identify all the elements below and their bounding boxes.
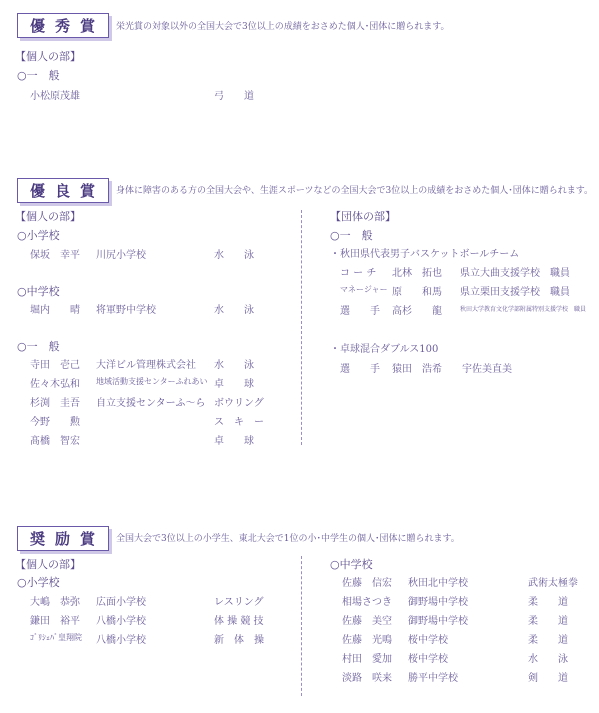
person-sport: 柔 道 bbox=[528, 635, 568, 646]
person-org: 八橋小学校 bbox=[96, 635, 146, 646]
person-name: 相場さつき bbox=[342, 597, 392, 608]
excellence-title: 優秀賞 bbox=[17, 13, 109, 38]
column-divider bbox=[301, 210, 302, 445]
member-role: コ ー チ bbox=[340, 268, 377, 279]
member-name: 高杉 龍 bbox=[392, 306, 442, 317]
excellence-general-header: ○一 般 bbox=[17, 69, 60, 82]
person-sport: 水 泳 bbox=[214, 250, 254, 261]
column-divider bbox=[301, 556, 302, 696]
person-name: 保坂 幸平 bbox=[30, 250, 80, 261]
merit-title: 優良賞 bbox=[17, 178, 109, 203]
person-org: 大洋ビル管理株式会社 bbox=[96, 360, 196, 371]
member-names: 猿田 浩希 宇佐美直美 bbox=[392, 364, 512, 375]
person-sport: 卓 球 bbox=[214, 436, 254, 447]
person-name: 杉渕 圭吾 bbox=[30, 398, 80, 409]
person-sport: 卓 球 bbox=[214, 379, 254, 390]
member-org: 県立栗田支援学校 職員 bbox=[460, 287, 570, 298]
person-org: 自立支援センターふ～ら bbox=[96, 398, 206, 409]
person-sport: 柔 道 bbox=[528, 597, 568, 608]
person-name: 佐藤 信宏 bbox=[342, 578, 392, 589]
person-name: 淡路 咲来 bbox=[342, 673, 392, 684]
person-org: 勝平中学校 bbox=[408, 673, 458, 684]
person-sport: ス キ ー bbox=[214, 417, 264, 428]
person-sport: 水 泳 bbox=[214, 305, 254, 316]
merit-elementary-header: ○小学校 bbox=[17, 229, 60, 242]
person-sport: 柔 道 bbox=[528, 616, 568, 627]
person-org: 桜中学校 bbox=[408, 654, 448, 665]
member-role: 選 手 bbox=[340, 364, 380, 375]
merit-junior-header: ○中学校 bbox=[17, 285, 60, 298]
person-sport: 水 泳 bbox=[528, 654, 568, 665]
excellence-description: 栄光賞の対象以外の全国大会で3位以上の成績をおさめた個人･団体に贈られます。 bbox=[116, 22, 450, 32]
person-name: 髙橋 智宏 bbox=[30, 436, 80, 447]
person-sport: 剣 道 bbox=[528, 673, 568, 684]
person-org: 桜中学校 bbox=[408, 635, 448, 646]
person-org: 御野場中学校 bbox=[408, 597, 468, 608]
merit-description: 身体に障害のある方の全国大会や、生涯スポーツなどの全国大会で3位以上の成績をおさめた個人･団体に贈られます。 bbox=[116, 186, 593, 196]
person-name: 大嶋 恭弥 bbox=[30, 597, 80, 608]
person-org: 広面小学校 bbox=[96, 597, 146, 608]
member-org: 県立大曲支援学校 職員 bbox=[460, 268, 570, 279]
person-name: 今野 勲 bbox=[30, 417, 80, 428]
person-sport: ボウリング bbox=[214, 398, 264, 409]
encouragement-junior-header: ○中学校 bbox=[330, 558, 373, 571]
person-name: 佐藤 美空 bbox=[342, 616, 392, 627]
member-role: マネージャー bbox=[340, 285, 388, 294]
member-name: 原 和馬 bbox=[392, 287, 442, 298]
member-name: 北林 拓也 bbox=[392, 268, 442, 279]
person-sport: 水 泳 bbox=[214, 360, 254, 371]
person-name: 佐藤 光鳴 bbox=[342, 635, 392, 646]
person-name: ｺﾞﾘｼｪﾊﾞ皇翔院 bbox=[30, 633, 82, 642]
excellence-individual-header: 【個人の部】 bbox=[15, 50, 81, 63]
person-org: 八橋小学校 bbox=[96, 616, 146, 627]
person-sport: 武術太極拳 bbox=[528, 578, 578, 589]
person-name: 村田 愛加 bbox=[342, 654, 392, 665]
encouragement-individual-header: 【個人の部】 bbox=[15, 558, 81, 571]
person-sport: 新 体 操 bbox=[214, 635, 264, 646]
person-sport: レスリング bbox=[214, 597, 264, 608]
person-name: 佐々木弘和 bbox=[30, 379, 80, 390]
person-org: 川尻小学校 bbox=[96, 250, 146, 261]
merit-individual-header: 【個人の部】 bbox=[15, 210, 81, 223]
team-basketball-title: ・秋田県代表男子バスケットボールチーム bbox=[330, 249, 520, 260]
merit-general-header: ○一 般 bbox=[17, 340, 60, 353]
merit-team-general-header: ○一 般 bbox=[330, 229, 373, 242]
merit-team-header: 【団体の部】 bbox=[330, 210, 396, 223]
person-name: 寺田 壱己 bbox=[30, 360, 80, 371]
person-sport: 弓 道 bbox=[214, 91, 254, 102]
team-doubles-title: ・卓球混合ダブルス100 bbox=[330, 344, 439, 355]
person-org: 御野場中学校 bbox=[408, 616, 468, 627]
person-name: 堀内 晴 bbox=[30, 305, 80, 316]
person-sport: 体 操 競 技 bbox=[214, 616, 264, 627]
encouragement-title: 奨励賞 bbox=[17, 526, 109, 551]
person-name: 鎌田 裕平 bbox=[30, 616, 80, 627]
encouragement-elementary-header: ○小学校 bbox=[17, 576, 60, 589]
person-org: 将軍野中学校 bbox=[96, 305, 156, 316]
person-org: 地域活動支援センターふれあい bbox=[96, 377, 208, 386]
member-role: 選 手 bbox=[340, 306, 380, 317]
encouragement-description: 全国大会で3位以上の小学生、東北大会で1位の小･中学生の個人･団体に贈られます。 bbox=[116, 534, 460, 544]
person-org: 秋田北中学校 bbox=[408, 578, 468, 589]
person-name: 小松原茂雄 bbox=[30, 91, 80, 102]
member-org: 秋田大学教育文化学部附属特別支援学校 職員 bbox=[460, 306, 587, 313]
